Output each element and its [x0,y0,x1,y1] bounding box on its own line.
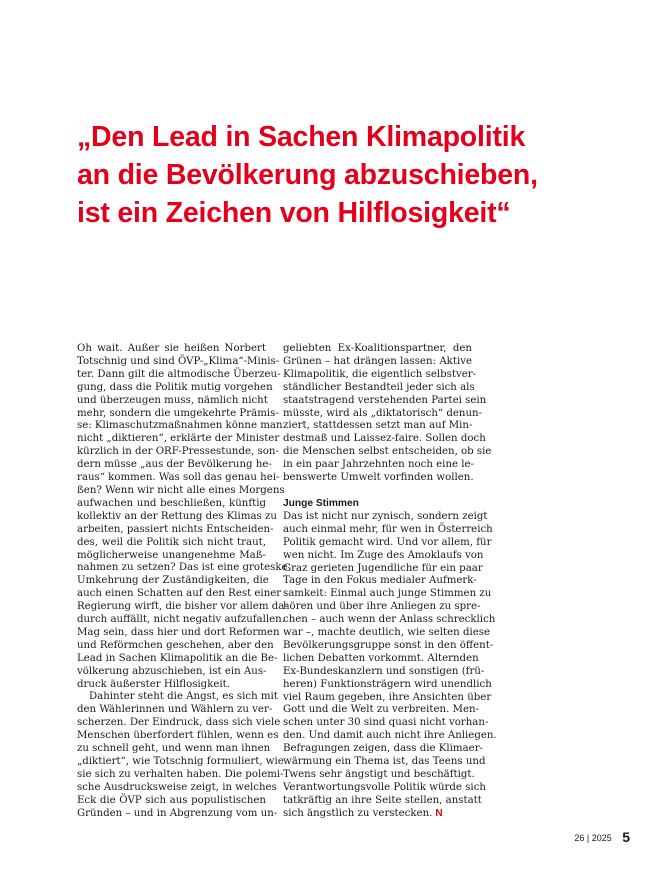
text-line: dern müsse „aus der Bevölkerung he- [77,459,272,471]
text-line: aufwachen und beschließen, künftig [77,497,266,509]
text-line: mehr, sondern die umgekehrte Prämis- [77,407,279,419]
end-mark-icon: N [435,807,443,819]
headline-line: „Den Lead in Sachen Klimapolitik [77,121,526,153]
text-line: wen nicht. Im Zuge des Amoklaufs von [283,549,484,561]
text-line: druck äußerster Hilflosigkeit. [77,678,230,690]
text-line: des, weil die Politik sich nicht traut, [77,536,266,548]
page-footer [574,829,630,847]
text-line: Klimapolitik, die eigentlich selbstver- [283,368,477,380]
text-line: Ex-Bundeskanzlern und sonstigen (frü- [283,665,485,677]
text-line: benswerte Umwelt vorfinden wollen. [283,472,474,484]
text-line: geliebten Ex-Koalitionspartner, den [283,343,472,354]
text-line: Grünen – hat drängen lassen: Aktive [283,355,472,367]
text-line: nahmen zu setzen? Das ist eine groteske [77,562,288,574]
text-line: zu schnell geht, und wenn man ihnen [77,743,271,755]
text-line: ter. Dann gilt die altmodische Überzeu- [77,368,281,380]
text-line: hören und über ihre Anliegen zu spre- [283,601,481,613]
text-line: schen unter 30 sind quasi nicht vorhan- [283,717,489,729]
text-line: möglicherweise unangenehme Maß- [77,549,266,561]
text-line: die Menschen selbst entscheiden, ob sie [283,446,492,458]
text-line: Totschnig und sind ÖVP-„Klima“-Minis- [77,355,280,367]
text-line: Mag sein, dass hier und dort Reformen [77,626,280,638]
text-line: Lead in Sachen Klimapolitik an die Be- [77,652,278,664]
text-line: den. Und damit auch nicht ihre Anliegen. [283,730,497,742]
text-line: samkeit: Einmal auch junge Stimmen zu [283,588,492,600]
text-line: Verantwortungsvolle Politik würde sich [283,781,486,793]
text-line: Oh wait. Außer sie heißen Norbert [77,343,266,354]
text-line: auch einmal mehr, für wen in Österreich [283,523,493,535]
text-line: sche Ausdrucksweise zeigt, in welches [77,781,277,793]
text-line: in ein paar Jahrzehnten noch eine le- [283,459,474,471]
issue-number: 26 | 2025 [574,833,612,843]
text-line: tatkräftig an ihre Seite stellen, anstatt [283,794,482,806]
text-line: müsste, wird als „diktatorisch“ denun- [283,407,483,419]
text-line: Eck die ÖVP sich aus populistischen [77,794,266,806]
text-line: ziert, stattdessen setzt man auf Min- [283,420,473,432]
text-line: chen – auch wenn der Anlass schrecklich [283,614,496,626]
text-line: scherzen. Der Eindruck, dass sich viele [77,717,281,729]
text-line: Umkehrung der Zuständigkeiten, die [77,575,269,587]
text-line: Tage in den Fokus medialer Aufmerk- [283,575,477,587]
text-line: Graz gerieten Jugendliche für ein paar [283,562,483,574]
subheading: Junge Stimmen [283,497,359,509]
text-line: heren) Funktionsträgern wird unendlich [283,678,492,690]
text-line: den Wählerinnen und Wählern zu ver- [77,704,273,716]
text-line: Regierung wirft, die bisher vor allem da- [77,601,288,613]
text-line: lichen Debatten vorkommt. Alternden [283,652,479,664]
text-line: Dahinter steht die Angst, es sich mit [89,691,278,703]
text-line: staatstragend verstehenden Partei sein [283,394,487,406]
text-line: nicht „diktieren“, erklärte der Minister [77,433,280,445]
text-line: und Reförmchen geschehen, aber den [77,639,274,651]
text-line: Politik gemacht wird. Und vor allem, für [283,536,492,548]
text-line: Das ist nicht nur zynisch, sondern zeigt [283,510,488,522]
text-line: viel Raum gegeben, ihre Ansichten über [283,691,492,703]
text-line: wärmung ein Thema ist, das Teens und [283,756,486,768]
text-line: gung, dass die Politik mutig vorgehen [77,381,273,393]
text-line: „diktiert“, wie Totschnig formuliert, wie [77,756,284,767]
text-line: Gründen – und in Abgrenzung vom un- [77,807,278,819]
text-line: destmaß und Laissez-faire. Sollen doch [283,433,486,445]
text-line: völkerung abzuschieben, ist ein Aus- [77,665,267,677]
text-line-last [283,808,472,821]
text-line: ständlicher Bestandteil jeder sich als [283,381,475,393]
headline-line: an die Bevölkerung abzuschieben, [77,159,538,191]
text-line: Befragungen zeigen, dass die Klimaer- [283,743,484,755]
text-line: auch einen Schatten auf den Rest einer [77,588,282,600]
text-line: Menschen überfordert fühlen, wenn es [77,730,279,742]
text-line: war –, machte deutlich, wie selten diese [283,627,491,639]
text-line: arbeiten, passiert nichts Entscheiden- [77,523,274,535]
body-column-right [283,343,497,821]
page-number: 5 [622,829,630,845]
text-line: Bevölkerungsgruppe sonst in den öffent- [283,639,494,651]
text-line: und überzeugen muss, nämlich nicht [77,394,268,406]
headline-line: ist ein Zeichen von Hilflosigkeit“ [77,197,511,229]
text-line: Gott und die Welt zu verbreiten. Men- [283,704,480,716]
text-line: ßen? Wenn wir nicht alle eines Morgens [77,484,285,496]
text-line: kürzlich in der ORF-Pressestunde, son- [77,446,279,458]
text-line: raus“ kommen. Was soll das genau hei- [77,472,280,484]
body-column-left [77,343,288,821]
text-line: kollektiv an der Rettung des Klimas zu [77,510,277,522]
text-line: se: Klimaschutzmaßnahmen könne man [77,420,283,432]
text-line: durch auffällt, nicht negativ aufzufallen. [77,614,285,626]
headline [77,118,637,232]
text-line: sie sich zu verhalten haben. Die polemi- [77,768,284,780]
text-line: Twens sehr ängstigt und beschäftigt. [283,769,475,780]
text-line-content: sich ängstlich zu verstecken. [283,807,433,819]
